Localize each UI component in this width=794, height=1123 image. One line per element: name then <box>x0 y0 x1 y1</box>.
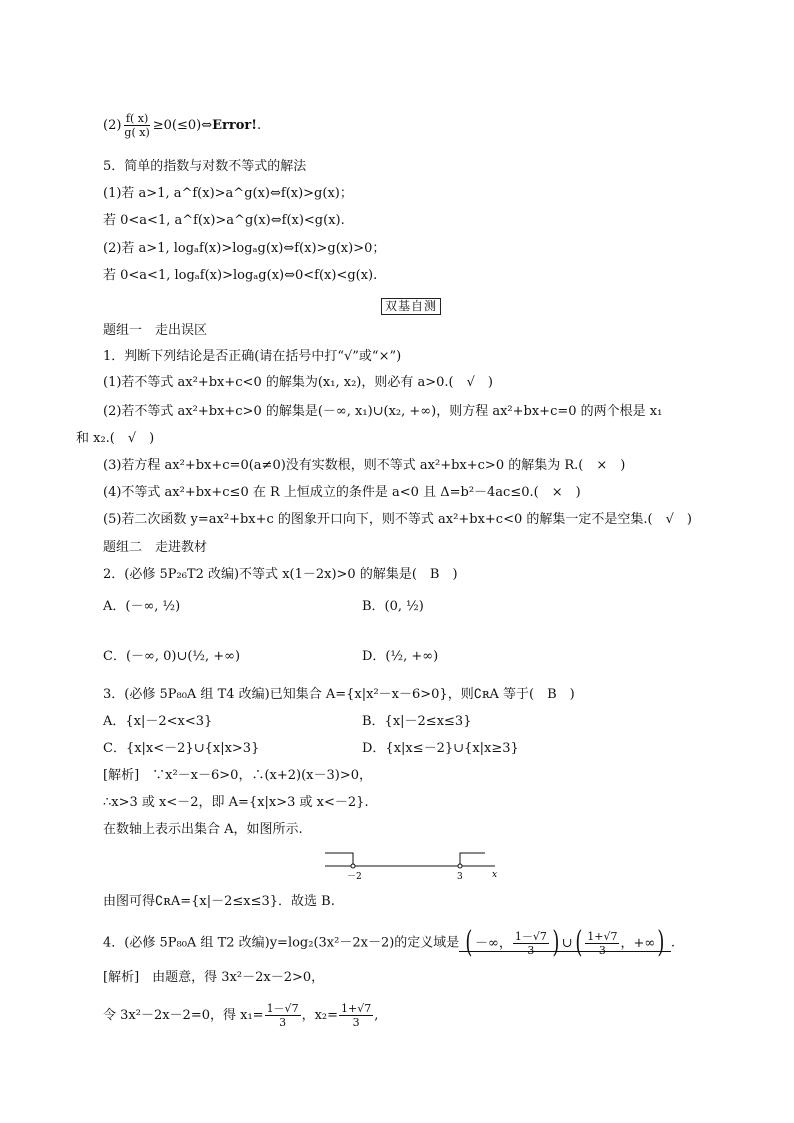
fraction: $\frac{f( x)}{g( x)}$ <box>124 112 150 139</box>
q2-option-b: B．(0, ½) <box>362 599 424 614</box>
right-set-bracket <box>460 853 485 866</box>
number-line-figure <box>320 846 510 882</box>
q3-option-b: B．{x|－2≤x≤3} <box>362 714 472 729</box>
tick-label-minus-two: －2 <box>347 872 362 882</box>
intro-line-2: 5．简单的指数与对数不等式的解法 <box>103 159 307 174</box>
question-2: 2．(必修 5P₂₆T2 改编)不等式 x(1－2x)>0 的解集是( B ) <box>103 567 458 582</box>
q4-solution-1: [解析] 由题意，得 3x²－2x－2>0， <box>103 970 325 985</box>
section-badge: 双基自测 <box>381 298 441 315</box>
point-minus-two <box>351 864 355 868</box>
q4-answer: ( －∞， $\frac{1-√7}{3}$ ) ∪( $\frac{1+√7}{3}$ ，+∞) <box>459 936 671 952</box>
group2-title: 题组二 走进教材 <box>103 540 208 555</box>
question-3: 3．(必修 5P₈₀A 组 T4 改编)已知集合 A={x|x²－x－6>0}，则∁ʀA 等于( B ) <box>103 687 575 702</box>
q3-solution-2: ∴x>3 或 x<－2，即 A={x|x>3 或 x<－2}. <box>103 795 369 810</box>
group1-title: 题组一 走出误区 <box>103 323 208 338</box>
q3-solution-1: [解析] ∵x²－x－6>0，∴(x+2)(x－3)>0， <box>103 768 373 783</box>
intro-line-5: (2)若 a>1, logₐf(x)>logₐg(x)⇔f(x)>g(x)>0； <box>103 241 386 256</box>
q1-item-4: (4)不等式 ax²+bx+c≤0 在 R 上恒成立的条件是 a<0 且 Δ=b²－4ac≤0.( × ) <box>103 485 581 500</box>
question-4: 4．(必修 5P₈₀A 组 T2 改编)y=log₂(3x²－2x－2)的定义域是 ( －∞， $\frac{1-√7}{3}$ ) ∪( $\frac{1+√7}{3}$ ，+∞) . <box>103 925 676 960</box>
q1-item-5: (5)若二次函数 y=ax²+bx+c 的图象开口向下，则不等式 ax²+bx+c<0 的解集一定不是空集.( √ ) <box>103 512 692 527</box>
tick-label-three: 3 <box>457 872 463 882</box>
q3-option-c: C．{x|x<－2}∪{x|x>3} <box>103 741 260 756</box>
q1-item-2a: (2)若不等式 ax²+bx+c>0 的解集是(－∞, x₁)∪(x₂, +∞)，则方程 ax²+bx+c=0 的两个根是 x₁ <box>103 404 663 419</box>
intro-line-1: (2) $\frac{f( x)}{g( x)}$ ≥0(≤0)⇔Error!. <box>103 112 262 139</box>
q3-option-a: A．{x|－2<x<3} <box>103 714 213 729</box>
q3-solution-3: 在数轴上表示出集合 A，如图所示. <box>103 822 303 837</box>
q1-item-1: (1)若不等式 ax²+bx+c<0 的解集为(x₁, x₂)，则必有 a>0.( √ ) <box>103 375 493 390</box>
q3-solution-4: 由图可得∁ʀA={x|－2≤x≤3}．故选 B. <box>103 894 335 909</box>
intro-line-4: 若 0<a<1, a^f(x)>a^g(x)⇔f(x)<g(x). <box>103 213 345 228</box>
q4-solution-2: 令 3x²－2x－2=0，得 x₁= $\frac{1-√7}{3}$ ，x₂= $\frac{1+√7}{3}$ , <box>103 1002 379 1029</box>
point-three <box>458 864 462 868</box>
axis-label-x: x <box>492 870 498 880</box>
intro-line-6: 若 0<a<1, logₐf(x)>logₐg(x)⇔0<f(x)<g(x). <box>103 268 378 283</box>
q1-item-2b: 和 x₂.( √ ) <box>76 431 155 446</box>
question-1: 1．判断下列结论是否正确(请在括号中打“√”或“×”) <box>103 349 402 364</box>
q2-option-a: A．(－∞, ½) <box>103 599 181 614</box>
left-set-bracket <box>325 853 353 866</box>
q1-item-3: (3)若方程 ax²+bx+c=0(a≠0)没有实数根，则不等式 ax²+bx+c>0 的解集为 R.( × ) <box>103 458 626 473</box>
q2-option-c: C．(－∞, 0)∪(½, +∞) <box>103 649 241 664</box>
q3-option-d: D．{x|x≤－2}∪{x|x≥3} <box>362 741 519 756</box>
intro-line-3: (1)若 a>1, a^f(x)>a^g(x)⇔f(x)>g(x)； <box>103 186 353 201</box>
q2-option-d: D．(½, +∞) <box>362 649 439 664</box>
